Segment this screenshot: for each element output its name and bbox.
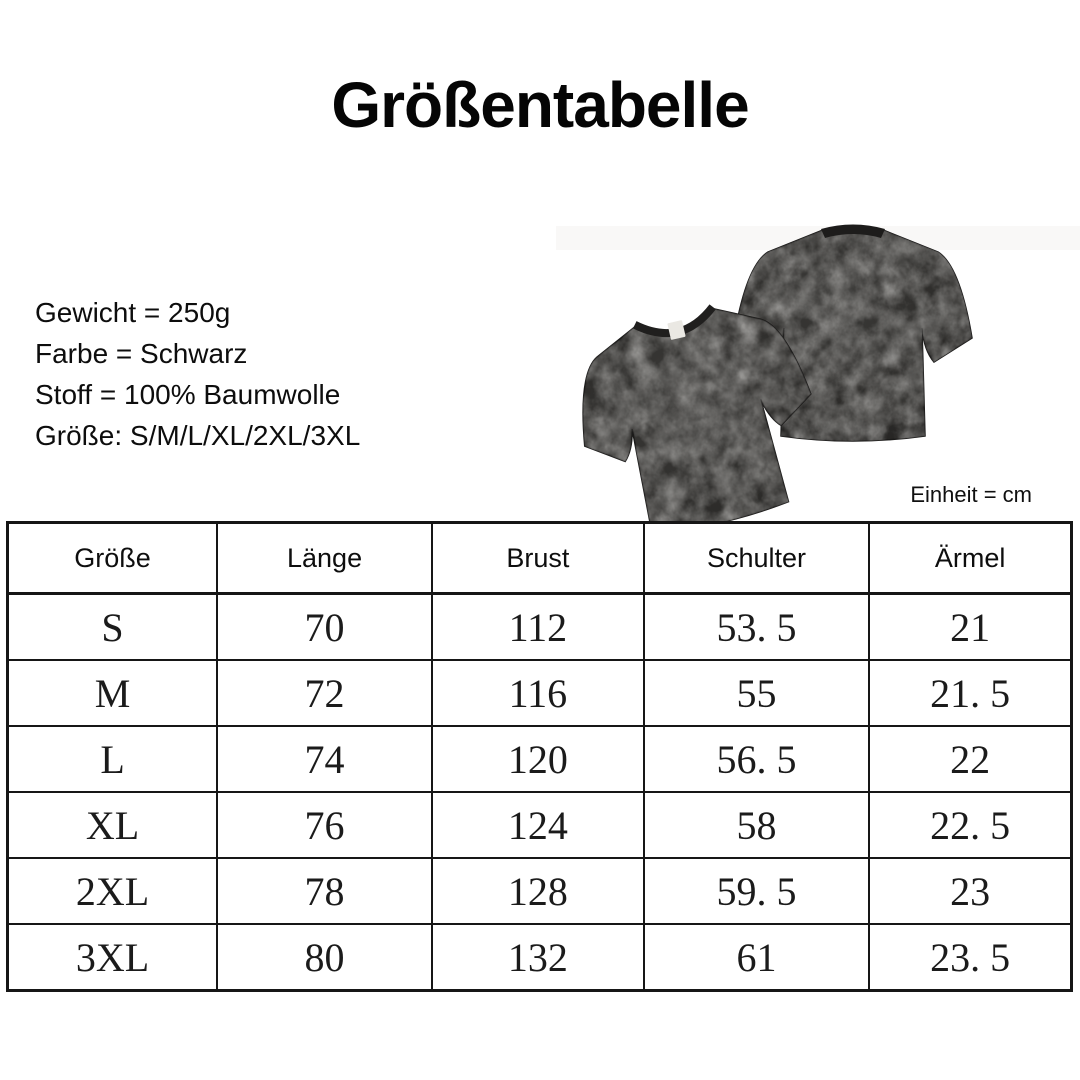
- size-table: [6, 521, 1073, 992]
- value-cell: 22. 5: [869, 792, 1071, 858]
- table-row: [8, 594, 1072, 661]
- table-row: [8, 726, 1072, 792]
- value-cell: 74: [217, 726, 432, 792]
- table-header-row: [8, 523, 1072, 594]
- value-cell: 53. 5: [644, 594, 870, 661]
- value-cell: 78: [217, 858, 432, 924]
- value-cell: 58: [644, 792, 870, 858]
- column-header-groesse: Größe: [8, 523, 218, 594]
- value-cell: 55: [644, 660, 870, 726]
- product-info: [35, 292, 360, 456]
- value-cell: 21: [869, 594, 1071, 661]
- value-cell: 112: [432, 594, 644, 661]
- column-header-aermel: Ärmel: [869, 523, 1071, 594]
- info-line-sizes: Größe: S/M/L/XL/2XL/3XL: [35, 420, 361, 451]
- value-cell: 124: [432, 792, 644, 858]
- table-row: [8, 858, 1072, 924]
- value-cell: 23. 5: [869, 924, 1071, 991]
- value-cell: 61: [644, 924, 870, 991]
- info-line-weight: Gewicht = 250g: [35, 297, 231, 328]
- value-cell: 128: [432, 858, 644, 924]
- value-cell: 80: [217, 924, 432, 991]
- value-cell: 72: [217, 660, 432, 726]
- page-title: Größentabelle: [331, 69, 749, 141]
- size-cell: 2XL: [8, 858, 218, 924]
- value-cell: 70: [217, 594, 432, 661]
- table-row: [8, 792, 1072, 858]
- size-cell: 3XL: [8, 924, 218, 991]
- value-cell: 56. 5: [644, 726, 870, 792]
- value-cell: 116: [432, 660, 644, 726]
- value-cell: 76: [217, 792, 432, 858]
- value-cell: 132: [432, 924, 644, 991]
- size-cell: L: [8, 726, 218, 792]
- column-header-schulter: Schulter: [644, 523, 870, 594]
- value-cell: 59. 5: [644, 858, 870, 924]
- table-row: [8, 924, 1072, 991]
- value-cell: 23: [869, 858, 1071, 924]
- table-row: [8, 660, 1072, 726]
- info-line-color: Farbe = Schwarz: [35, 338, 248, 369]
- column-header-laenge: Länge: [217, 523, 432, 594]
- size-cell: S: [8, 594, 218, 661]
- value-cell: 21. 5: [869, 660, 1071, 726]
- unit-label: Einheit = cm: [910, 482, 1032, 507]
- size-cell: XL: [8, 792, 218, 858]
- info-line-fabric: Stoff = 100% Baumwolle: [35, 379, 341, 410]
- size-cell: M: [8, 660, 218, 726]
- column-header-brust: Brust: [432, 523, 644, 594]
- value-cell: 22: [869, 726, 1071, 792]
- value-cell: 120: [432, 726, 644, 792]
